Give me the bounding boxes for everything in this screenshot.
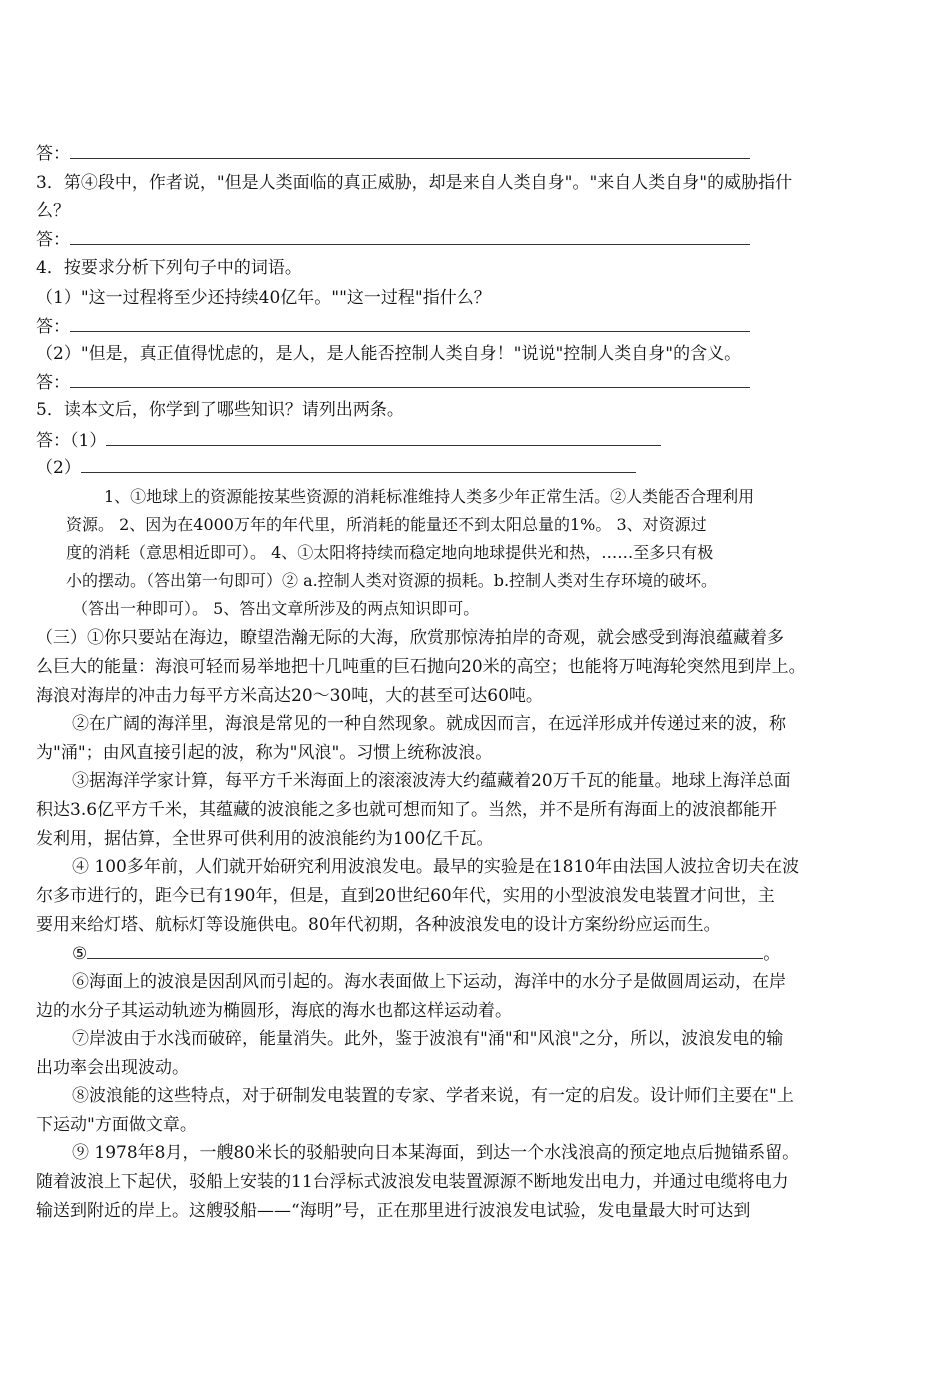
- reference-answer-line: （答出一种即可）。 5、答出文章所涉及的两点知识即可。: [72, 599, 480, 618]
- reference-answer-line: 小的摆动。（答出第一句即可）② a.控制人类对资源的损耗。b.控制人类对生存环境的破坏。: [66, 571, 718, 590]
- passage-paragraph-1-line: 海浪对海岸的冲击力每平方米高达20～30吨，大的甚至可达60吨。: [36, 686, 543, 706]
- answer-blank[interactable]: [70, 372, 750, 388]
- question-4-title: 4．按要求分析下列句子中的词语。: [36, 258, 302, 278]
- passage-paragraph-8-line: ⑧波浪能的这些特点，对于研制发电装置的专家、学者来说，有一定的启发。设计师们主要在"上: [72, 1086, 794, 1106]
- answer-line: 答：: [36, 229, 750, 250]
- answer-line: 答：: [36, 372, 750, 393]
- passage-paragraph-6-line: ⑥海面上的波浪是因刮风而引起的。海水表面做上下运动，海洋中的水分子是做圆周运动，在岸: [72, 972, 786, 992]
- answer-blank[interactable]: [70, 229, 750, 245]
- answer-blank[interactable]: [70, 316, 750, 332]
- passage-paragraph-2-line: ②在广阔的海洋里，海浪是常见的一种自然现象。就成因而言，在远洋形成并传递过来的波，称: [72, 714, 786, 734]
- passage-paragraph-9-line: 输送到附近的岸上。这艘驳船——“海明”号，正在那里进行波浪发电试验，发电量最大时可达到: [36, 1201, 751, 1221]
- passage-paragraph-6-line: 边的水分子其运动轨迹为椭圆形，海底的海水也都这样运动着。: [36, 1001, 512, 1021]
- passage-paragraph-3-line: 积达3.6亿平方千米，其蕴藏的波浪能之多也就可想而知了。当然，并不是所有海面上的波浪都能开: [36, 800, 778, 820]
- passage-paragraph-4-line: ④ 100多年前，人们就开始研究利用波浪发电。最早的实验是在1810年由法国人波拉舍切夫在波: [72, 857, 800, 877]
- passage-paragraph-7-line: 出功率会出现波动。: [36, 1058, 189, 1078]
- passage-paragraph-9-line: ⑨ 1978年8月，一艘80米长的驳船驶向日本某海面，到达一个水浅浪高的预定地点后抛锚系留。: [72, 1143, 800, 1163]
- question-4-sub-2: （2）"但是，真正值得忧虑的，是人，是人能否控制人类自身！"说说"控制人类自身"的含义。: [36, 344, 742, 364]
- passage-paragraph-1-line: （三）①你只要站在海边，瞭望浩瀚无际的大海，欣赏那惊涛拍岸的奇观，就会感受到海浪蕴藏着多: [36, 628, 784, 648]
- paragraph-5-blank[interactable]: [87, 943, 763, 959]
- passage-paragraph-9-line: 随着波浪上下起伏，驳船上安装的11台浮标式波浪发电装置源源不断地发出电力，并通过电缆将电力: [36, 1172, 789, 1192]
- passage-paragraph-8-line: 下运动"方面做文章。: [36, 1115, 197, 1135]
- passage-paragraph-3-line: 发利用，据估算，全世界可供利用的波浪能约为100亿千瓦。: [36, 829, 494, 849]
- answer-line: 答：: [36, 316, 750, 337]
- answer-blank[interactable]: [106, 430, 661, 446]
- question-4-sub-1: （1）"这一过程将至少还持续40亿年。""这一过程"指什么？: [36, 288, 491, 308]
- question-5-title: 5．读本文后，你学到了哪些知识？请列出两条。: [36, 400, 404, 420]
- passage-paragraph-2-line: 为"涌"；由风直接引起的波，称为"风浪"。习惯上统称波浪。: [36, 743, 493, 763]
- reference-answer-line: 1、①地球上的资源能按某些资源的消耗标准维持人类多少年正常生活。②人类能否合理利用: [104, 487, 755, 506]
- passage-paragraph-7-line: ⑦岸波由于水浅而破碎，能量消失。此外，鉴于波浪有"涌"和"风浪"之分，所以，波浪发电的输: [72, 1029, 784, 1049]
- passage-paragraph-1-line: 么巨大的能量：海浪可轻而易举地把十几吨重的巨石抛向20米的高空；也能将万吨海轮突然甩到岸上。: [36, 657, 806, 677]
- passage-paragraph-5-line: ⑤ 。: [72, 944, 781, 964]
- answer-blank[interactable]: [70, 143, 750, 159]
- passage-paragraph-3-line: ③据海洋学家计算，每平方千米海面上的滚滚波涛大约蕴藏着20万千瓦的能量。地球上海洋总面: [72, 771, 791, 791]
- reference-answer-line: 度的消耗（意思相近即可）。 4、①太阳将持续而稳定地向地球提供光和热，……至多只有极: [66, 543, 714, 562]
- question-3-line-1: 3．第④段中，作者说，"但是人类面临的真正威胁，却是来自人类自身"。"来自人类自身"的威胁指什: [36, 173, 793, 193]
- passage-paragraph-4-line: 尔多市进行的，距今已有190年，但是，直到20世纪60年代，实用的小型波浪发电装置才问世，主: [36, 886, 775, 906]
- passage-paragraph-4-line: 要用来给灯塔、航标灯等设施供电。80年代初期，各种波浪发电的设计方案纷纷应运而生。: [36, 915, 721, 935]
- reference-answer-line: 资源。 2、因为在4000万年的年代里，所消耗的能量还不到太阳总量的1%。 3、对资源过: [66, 515, 707, 534]
- question-3-line-2: 么？: [36, 201, 70, 221]
- answer-line-1: 答：（1）: [36, 430, 661, 451]
- answer-line-2: （2）: [36, 457, 636, 478]
- answer-line: 答：: [36, 143, 750, 164]
- answer-blank[interactable]: [81, 457, 636, 473]
